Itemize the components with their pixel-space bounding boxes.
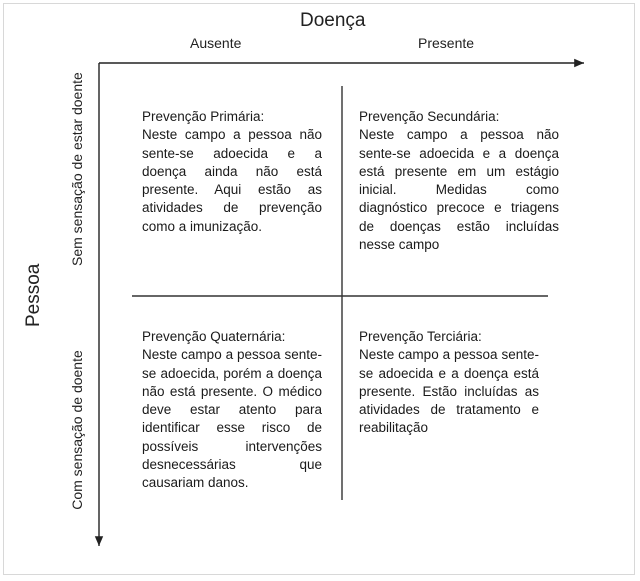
x-axis-label-absent: Ausente (190, 35, 242, 51)
quadrant-title: Prevenção Quaternária: (142, 329, 286, 344)
quadrant-primary-prevention (142, 108, 322, 236)
quadrant-title: Prevenção Terciária: (359, 329, 482, 344)
quadrant-tertiary-prevention (359, 328, 539, 438)
quadrant-body: Neste campo a pessoa sente-se adoecida e a doença está presente. Estão incluídas as atividades de tratamento e reabilitação (359, 347, 539, 436)
quadrant-title: Prevenção Primária: (142, 109, 265, 124)
x-axis-label-present: Presente (418, 35, 475, 51)
quadrant-body: Neste campo a pessoa sente-se adoecida, porém a doença não está presente. O médico deve estar atento para identificar esse risco de possíveis intervenções desnecessárias que causariam danos. (142, 347, 322, 491)
x-axis-title: Doença (300, 10, 366, 31)
y-axis-label-feeling: Com sensação de doente (69, 350, 85, 510)
quadrant-body: Neste campo a pessoa não sente-se adoecida e a doença está presente em um estágio inicial. Medidas como diagnóstico precoce e triagens de doenças estão incluídas nesse campo (359, 127, 559, 253)
quadrant-body: Neste campo a pessoa não sente-se adoecida e a doença ainda não está presente. Aqui estão as atividades de prevenção como a imunização. (142, 127, 322, 234)
y-axis-title: Pessoa (23, 263, 44, 327)
quadrant-secondary-prevention (359, 108, 559, 254)
quadrant-quaternary-prevention (142, 328, 322, 493)
quadrant-title: Prevenção Secundária: (359, 109, 500, 124)
y-axis-label-no-feeling: Sem sensação de estar doente (69, 72, 85, 266)
